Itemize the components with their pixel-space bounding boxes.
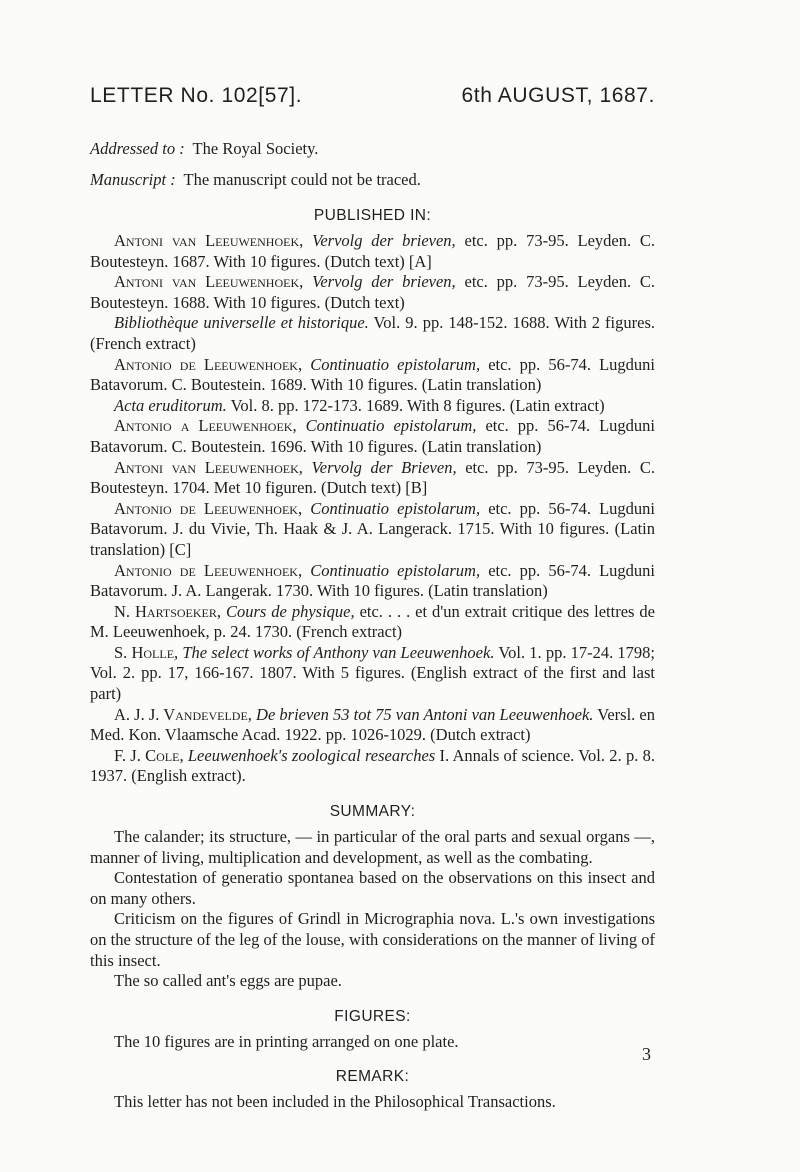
published-heading: PUBLISHED IN: [313, 207, 432, 224]
summary-body [90, 827, 655, 992]
summary-paragraph: Criticism on the figures of Grindl in Micrographia nova. L.'s own investigations on the structure of the leg of the louse, with considerations on the manner of living of this insect. [90, 909, 655, 970]
published-entry: N. Hartsoeker, Cours de physique, etc. . . . et d'un extrait critique des lettres de M. Leeuwenhoek, p. 24. 1730. (French extract) [90, 601, 656, 642]
manuscript-label: Manuscript : [90, 170, 176, 189]
published-entry: Antonio de Leeuwenhoek, Continuatio epistolarum, etc. pp. 56-74. Lugduni Batavorum. J. A. Langerak. 1730. With 10 figures. (Latin translation) [90, 560, 656, 601]
letter-date: 6th AUGUST, 1687. [461, 84, 655, 107]
summary-paragraph: Contestation of generatio spontanea based on the observations on this insect and on many others. [90, 868, 655, 908]
letter-number: LETTER No. 102[57]. [90, 84, 303, 107]
published-list [90, 231, 655, 787]
remark-heading: REMARK: [335, 1068, 410, 1086]
published-entry: F. J. Cole, Leeuwenhoek's zoological researches I. Annals of science. Vol. 2. p. 8. 1937. (English extract). [90, 745, 656, 786]
addressed-label: Addressed to : [90, 139, 185, 158]
summary-heading: SUMMARY: [329, 803, 416, 821]
summary-paragraph: The so called ant's eggs are pupae. [114, 971, 342, 991]
published-entry: Antoni van Leeuwenhoek, Vervolg der Brieven, etc. pp. 73-95. Leyden. C. Boutesteyn. 1704. Met 10 figuren. (Dutch text) [B] [90, 457, 656, 498]
manuscript-value: The manuscript could not be traced. [183, 170, 421, 189]
published-entry: S. Holle, The select works of Anthony van Leeuwenhoek. Vol. 1. pp. 17-24. 1798; Vol. 2. pp. 17, 166-167. 1807. With 5 figures. (English extract of the first and last part) [90, 642, 656, 704]
addressed-line [90, 138, 655, 160]
remark-text: This letter has not been included in the Philosophical Transactions. [114, 1092, 556, 1112]
figures-text: The 10 figures are in printing arranged on one plate. [114, 1031, 459, 1051]
manuscript-line [90, 169, 655, 191]
published-entry: Antonio a Leeuwenhoek, Continuatio epistolarum, etc. pp. 56-74. Lugduni Batavorum. C. Boutestein. 1696. With 10 figures. (Latin translation) [90, 416, 655, 456]
published-entry: Antonio de Leeuwenhoek, Continuatio epistolarum, etc. pp. 56-74. Lugduni Batavorum. C. Boutestein. 1689. With 10 figures. (Latin translation) [90, 354, 656, 395]
published-entry: Antoni van Leeuwenhoek, Vervolg der brieven, etc. pp. 73-95. Leyden. C. Boutesteyn. 1688. With 10 figures. (Dutch text) [90, 272, 656, 312]
published-entry: Bibliothèque universelle et historique. Vol. 9. pp. 148-152. 1688. With 2 figures. (French extract) [90, 313, 655, 353]
addressed-value: The Royal Society. [192, 139, 319, 158]
document-page [90, 84, 655, 1113]
published-entry: Antoni van Leeuwenhoek, Vervolg der brieven, etc. pp. 73-95. Leyden. C. Boutesteyn. 1687. With 10 figures. (Dutch text) [A] [90, 231, 656, 271]
summary-paragraph: The calander; its structure, — in particular of the oral parts and sexual organs —, manner of living, multiplication and development, as well as the combating. [90, 827, 655, 867]
page-header [90, 84, 655, 108]
figures-heading: FIGURES: [334, 1007, 411, 1025]
published-entry: A. J. J. Vandevelde, De brieven 53 tot 75 van Antoni van Leeuwenhoek. Versl. en Med. Kon. Vlaamsche Acad. 1922. pp. 1026-1029. (Dutch extract) [90, 704, 655, 745]
published-entry: Antonio de Leeuwenhoek, Continuatio epistolarum, etc. pp. 56-74. Lugduni Batavorum. J. du Vivie, Th. Haak & J. A. Langerack. 1715. With 10 figures. (Latin translation) [C] [90, 498, 656, 559]
published-entry: Acta eruditorum. Vol. 8. pp. 172-173. 1689. With 8 figures. (Latin extract) [114, 395, 605, 415]
page-number: 3 [642, 1044, 651, 1064]
